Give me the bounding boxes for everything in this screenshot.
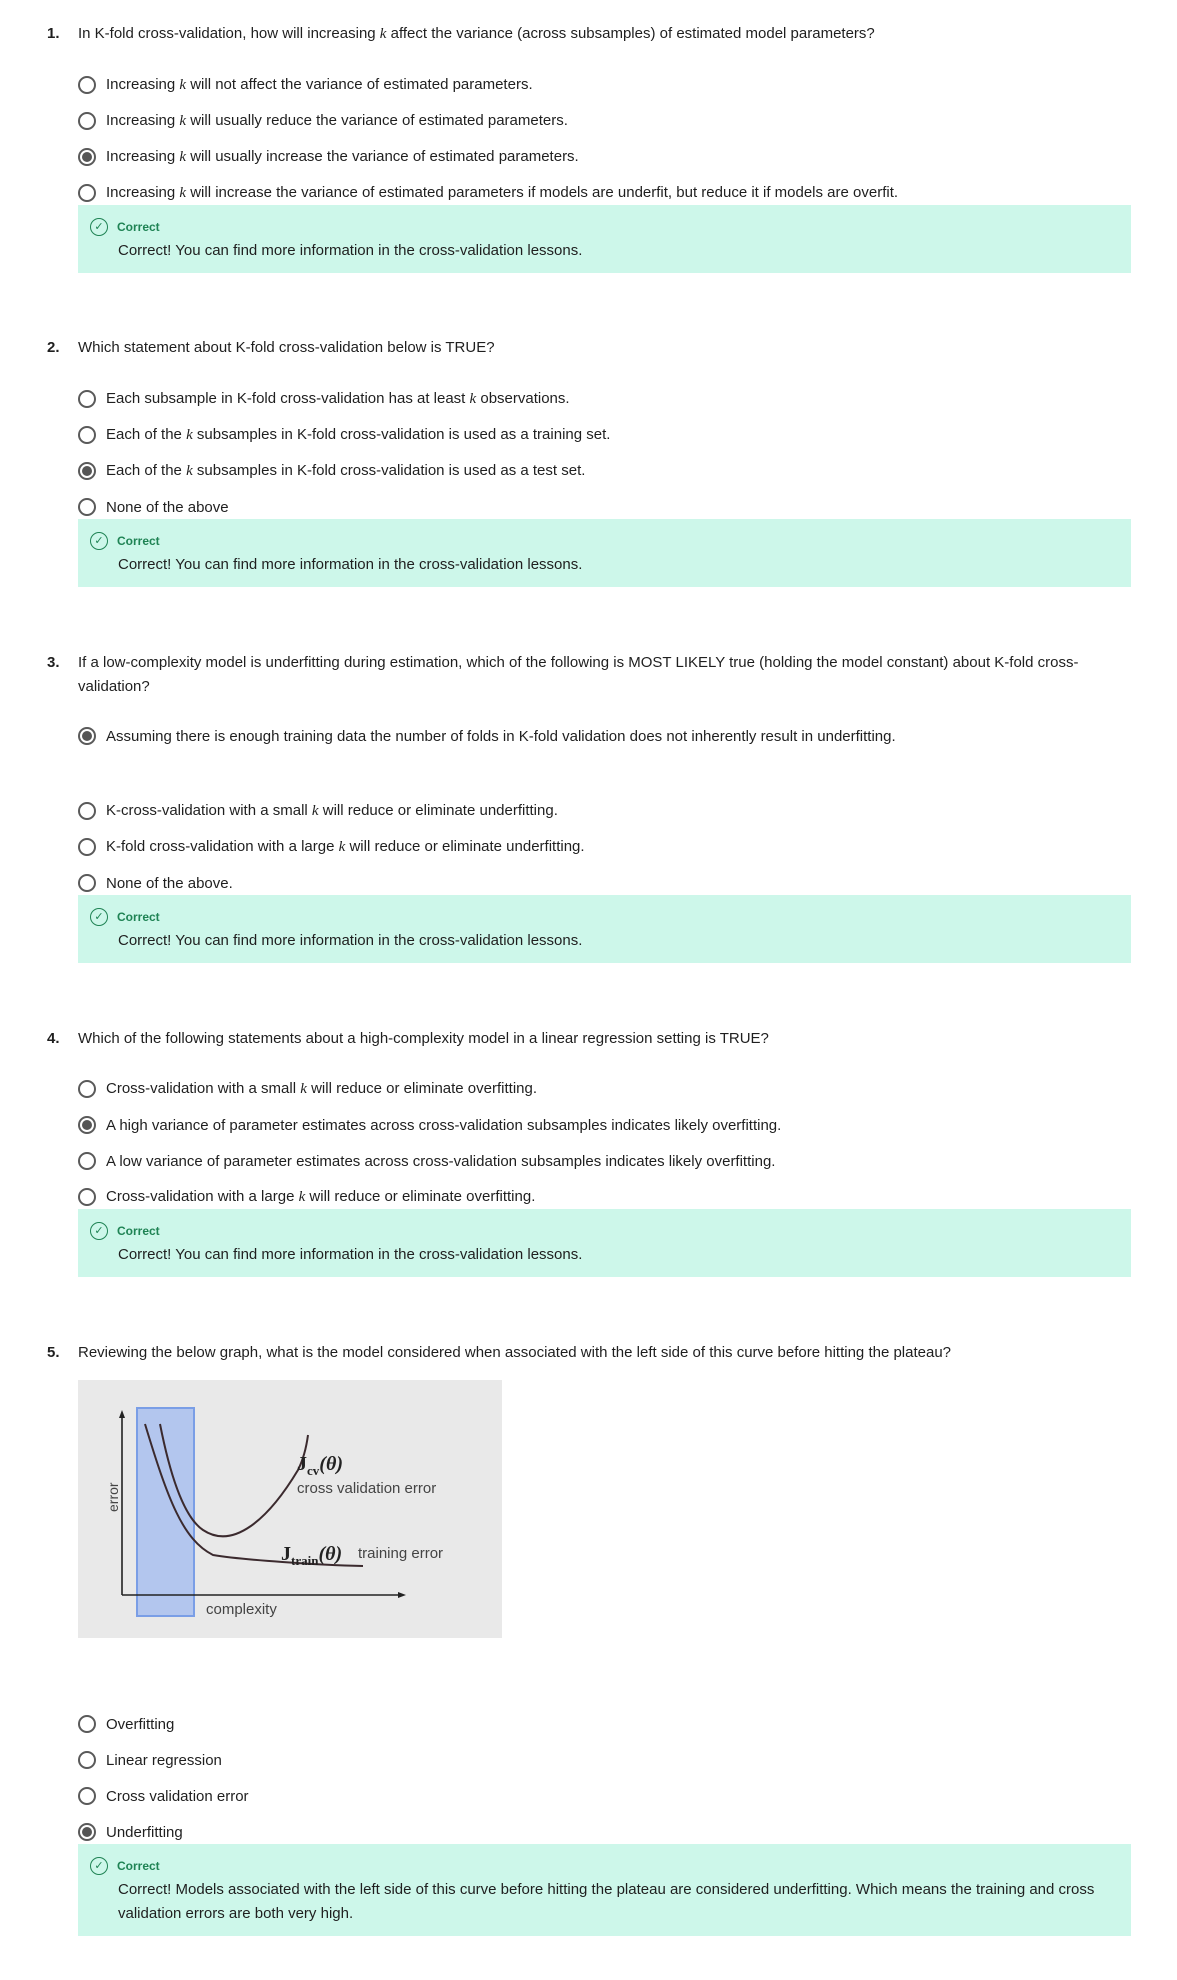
answer-option[interactable] [78, 724, 896, 748]
radio-selected-icon[interactable] [78, 1823, 96, 1841]
answer-option-label: K-fold cross-validation with a large k will reduce or eliminate underfitting. [106, 838, 585, 855]
radio-unselected-icon[interactable] [78, 802, 96, 820]
question-number: 2. [47, 339, 60, 356]
radio-unselected-icon[interactable] [78, 1152, 96, 1170]
check-circle-icon: ✓ [90, 218, 108, 236]
check-circle-icon: ✓ [90, 532, 108, 550]
answer-option-label: None of the above [106, 498, 229, 516]
answer-option-label: Assuming there is enough training data the number of folds in K-fold validation does not inherently result in underfitting. [106, 727, 896, 745]
answer-option-label: Increasing k will not affect the variance of estimated parameters. [106, 76, 533, 93]
radio-selected-icon[interactable] [78, 148, 96, 166]
answer-option-label: Cross validation error [106, 1787, 249, 1805]
answer-option-label: Cross-validation with a small k will reduce or eliminate overfitting. [106, 1080, 538, 1097]
answer-option[interactable] [78, 145, 579, 169]
radio-unselected-icon[interactable] [78, 1080, 96, 1098]
feedback-title: Correct [117, 220, 160, 234]
feedback-header [90, 1221, 1117, 1241]
radio-unselected-icon[interactable] [78, 76, 96, 94]
answer-option[interactable] [78, 1784, 249, 1808]
question-number: 4. [47, 1030, 60, 1047]
question-number: 3. [47, 654, 60, 671]
question-text: If a low-complexity model is underfitting during estimation, which of the following is MOST LIKELY true (holding the model constant) about K-fold cross-validation? [78, 654, 1079, 695]
x-axis-arrow [398, 1592, 406, 1598]
answer-option[interactable] [78, 871, 233, 895]
graph-svg [78, 1380, 502, 1638]
answer-option[interactable] [78, 109, 568, 133]
check-circle-icon: ✓ [90, 1857, 108, 1875]
answer-option[interactable] [78, 1149, 775, 1173]
radio-unselected-icon[interactable] [78, 184, 96, 202]
answer-option-label: K-cross-validation with a small k will reduce or eliminate underfitting. [106, 802, 558, 819]
feedback-box [78, 1209, 1131, 1277]
radio-selected-icon[interactable] [78, 727, 96, 745]
radio-unselected-icon[interactable] [78, 838, 96, 856]
answer-option[interactable] [78, 459, 585, 483]
feedback-box [78, 519, 1131, 587]
feedback-header [90, 531, 1117, 551]
radio-selected-icon[interactable] [78, 462, 96, 480]
y-axis-arrow [119, 1410, 125, 1418]
answer-option-label: A low variance of parameter estimates across cross-validation subsamples indicates likely overfitting. [106, 1152, 776, 1170]
question-text: In K-fold cross-validation, how will increasing k affect the variance (across subsamples) of estimated model parameters? [78, 25, 875, 42]
question-text: Which statement about K-fold cross-validation below is TRUE? [78, 339, 495, 356]
answer-option-label: Each of the k subsamples in K-fold cross-validation is used as a training set. [106, 426, 611, 443]
answer-option[interactable] [78, 1820, 183, 1844]
feedback-title: Correct [117, 534, 160, 548]
answer-option-label: Each of the k subsamples in K-fold cross-validation is used as a test set. [106, 462, 586, 479]
radio-unselected-icon[interactable] [78, 1787, 96, 1805]
answer-option-label: Each subsample in K-fold cross-validation has at least k observations. [106, 390, 570, 407]
answer-option[interactable] [78, 495, 229, 519]
radio-selected-icon[interactable] [78, 1116, 96, 1134]
radio-unselected-icon[interactable] [78, 426, 96, 444]
answer-option[interactable] [78, 835, 585, 859]
y-axis-label: error [105, 1482, 121, 1512]
feedback-text: Correct! You can find more information in the cross-validation lessons. [118, 1246, 583, 1263]
answer-option-label: Increasing k will increase the variance of estimated parameters if models are underfit, but reduce it if models are overfit. [106, 184, 899, 201]
x-axis-label: complexity [206, 1601, 277, 1618]
feedback-text: Correct! You can find more information in the cross-validation lessons. [118, 556, 583, 573]
answer-option-label: Increasing k will usually reduce the variance of estimated parameters. [106, 112, 568, 129]
feedback-title: Correct [117, 910, 160, 924]
feedback-box [78, 895, 1131, 963]
radio-unselected-icon[interactable] [78, 1715, 96, 1733]
complexity-error-graph [78, 1380, 502, 1638]
question-number: 1. [47, 25, 60, 42]
feedback-header [90, 907, 1117, 927]
answer-option[interactable] [78, 181, 898, 205]
feedback-box [78, 205, 1131, 273]
radio-unselected-icon[interactable] [78, 1751, 96, 1769]
answer-option[interactable] [78, 1077, 537, 1101]
radio-unselected-icon[interactable] [78, 112, 96, 130]
radio-unselected-icon[interactable] [78, 874, 96, 892]
feedback-title: Correct [117, 1224, 160, 1238]
feedback-header [90, 1856, 1117, 1876]
feedback-title: Correct [117, 1859, 160, 1873]
underfit-highlight-region [137, 1408, 194, 1616]
cv-label: cross validation error [297, 1480, 437, 1497]
check-circle-icon: ✓ [90, 1222, 108, 1240]
feedback-text: Correct! You can find more information in the cross-validation lessons. [118, 932, 583, 949]
answer-option[interactable] [78, 1185, 535, 1209]
answer-option-label: Cross-validation with a large k will reduce or eliminate overfitting. [106, 1188, 536, 1205]
answer-option-label: None of the above. [106, 874, 233, 892]
answer-option[interactable] [78, 1748, 222, 1772]
answer-option[interactable] [78, 799, 558, 823]
feedback-text: Correct! Models associated with the left side of this curve before hitting the plateau are considered underfitting. Which means the training and cross validation errors are both very high. [118, 1881, 1095, 1922]
answer-option-label: Underfitting [106, 1823, 183, 1841]
answer-option[interactable] [78, 1712, 174, 1736]
answer-option[interactable] [78, 423, 610, 447]
answer-option[interactable] [78, 73, 533, 97]
feedback-text: Correct! You can find more information in the cross-validation lessons. [118, 242, 583, 259]
train-label: training error [358, 1545, 444, 1562]
feedback-header [90, 217, 1117, 237]
answer-option[interactable] [78, 387, 570, 411]
answer-option[interactable] [78, 1113, 781, 1137]
feedback-box [78, 1844, 1131, 1936]
check-circle-icon: ✓ [90, 908, 108, 926]
question-text: Reviewing the below graph, what is the model considered when associated with the left side of this curve before hitting the plateau? [78, 1344, 952, 1361]
radio-unselected-icon[interactable] [78, 1188, 96, 1206]
answer-option-label: A high variance of parameter estimates across cross-validation subsamples indicates likely overfitting. [106, 1116, 782, 1134]
answer-option-label: Linear regression [106, 1751, 222, 1769]
cv-symbol: $J_{cv}(\theta)$ [297, 1453, 343, 1478]
train-symbol: $J_{train}(\theta)$ [281, 1543, 343, 1568]
question-number: 5. [47, 1344, 60, 1361]
radio-unselected-icon[interactable] [78, 390, 96, 408]
answer-option-label: Increasing k will usually increase the variance of estimated parameters. [106, 148, 579, 165]
answer-option-label: Overfitting [106, 1715, 175, 1733]
radio-unselected-icon[interactable] [78, 498, 96, 516]
question-text: Which of the following statements about a high-complexity model in a linear regression setting is TRUE? [78, 1030, 769, 1047]
